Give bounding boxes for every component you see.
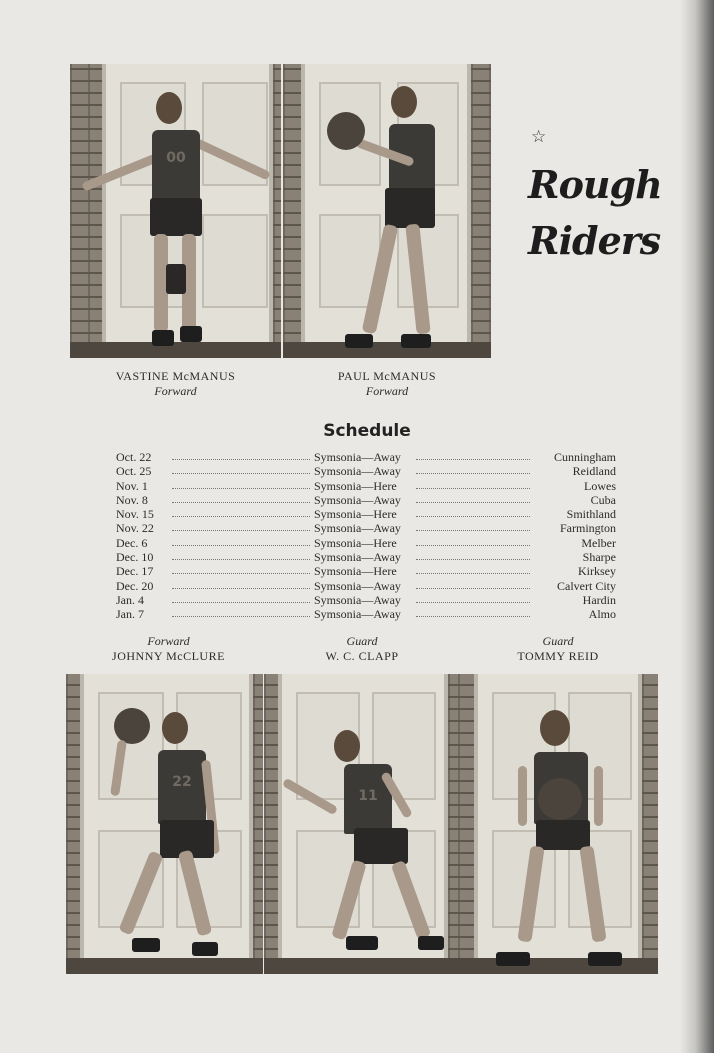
schedule-row xyxy=(116,507,616,521)
schedule-row xyxy=(116,593,616,607)
game-date: Dec. 20 xyxy=(116,578,154,593)
jersey-number: 22 xyxy=(172,774,192,790)
photo-wc-clapp xyxy=(264,674,458,974)
game-opponent: Sharpe xyxy=(580,550,616,564)
game-date: Nov. 8 xyxy=(116,492,148,507)
schedule-row xyxy=(116,550,616,564)
player-name: VASTINE McMANUS xyxy=(115,369,236,383)
game-location: Symsonia—Here xyxy=(314,478,397,493)
game-date: Nov. 22 xyxy=(116,521,154,536)
game-location: Symsonia—Here xyxy=(314,535,397,550)
star-icon: ☆ xyxy=(531,127,547,147)
game-opponent: Hardin xyxy=(580,593,616,607)
player-name: PAUL McMANUS xyxy=(337,369,437,383)
schedule-row xyxy=(116,479,616,493)
game-opponent: Lowes xyxy=(581,479,616,493)
game-opponent: Almo xyxy=(586,607,616,621)
player-name: W. C. CLAPP xyxy=(325,649,399,663)
game-date: Jan. 4 xyxy=(116,592,144,607)
schedule-row xyxy=(116,536,616,550)
game-location: Symsonia—Away xyxy=(314,550,401,565)
photo-vastine-mcmanus xyxy=(70,64,281,358)
schedule-row xyxy=(116,564,616,578)
player-position: Forward xyxy=(154,384,197,398)
game-opponent: Calvert City xyxy=(554,579,616,593)
game-location: Symsonia—Away xyxy=(314,450,401,464)
game-date: Oct. 25 xyxy=(116,464,152,479)
game-location: Symsonia—Away xyxy=(314,607,401,622)
player-position: Forward xyxy=(365,384,409,398)
game-opponent: Reidland xyxy=(570,464,616,478)
photo-tommy-reid xyxy=(458,674,658,974)
game-opponent: Cuba xyxy=(588,493,616,507)
game-location: Symsonia—Here xyxy=(314,507,397,522)
game-opponent: Melber xyxy=(578,536,616,550)
game-date: Oct. 22 xyxy=(116,450,152,464)
game-opponent: Kirksey xyxy=(575,564,616,578)
caption-johnny-mcclure xyxy=(70,634,267,664)
schedule-row xyxy=(116,579,616,593)
player-position: Guard xyxy=(542,634,574,648)
game-date: Jan. 7 xyxy=(116,607,144,622)
schedule-row xyxy=(116,464,616,478)
jersey-number: 11 xyxy=(358,788,378,804)
game-date: Nov. 15 xyxy=(116,507,154,522)
player-name: TOMMY REID xyxy=(517,649,599,663)
photo-johnny-mcclure xyxy=(66,674,263,974)
schedule-row xyxy=(116,450,616,464)
caption-wc-clapp xyxy=(264,634,460,664)
schedule-row xyxy=(116,521,616,535)
schedule-heading: Schedule xyxy=(323,421,411,441)
game-opponent: Smithland xyxy=(564,507,616,521)
game-opponent: Cunningham xyxy=(551,450,616,464)
caption-tommy-reid xyxy=(458,634,658,664)
game-location: Symsonia—Away xyxy=(314,521,401,536)
game-location: Symsonia—Away xyxy=(314,492,401,507)
game-date: Dec. 10 xyxy=(116,550,154,565)
schedule-row xyxy=(116,493,616,507)
game-location: Symsonia—Away xyxy=(314,592,401,607)
page-binding-shadow xyxy=(680,0,714,1053)
schedule-row xyxy=(116,607,616,621)
page-title-line2: Riders xyxy=(528,218,661,263)
photo-paul-mcmanus xyxy=(283,64,491,358)
game-location: Symsonia—Here xyxy=(314,564,397,579)
game-date: Nov. 1 xyxy=(116,478,148,493)
player-name: JOHNNY McCLURE xyxy=(112,649,225,663)
caption-paul-mcmanus xyxy=(283,369,491,399)
game-opponent: Farmington xyxy=(557,521,616,535)
game-location: Symsonia—Away xyxy=(314,464,401,479)
game-date: Dec. 6 xyxy=(116,535,148,550)
game-location: Symsonia—Away xyxy=(314,578,401,593)
game-date: Dec. 17 xyxy=(116,564,154,579)
schedule-list xyxy=(116,450,616,622)
caption-vastine-mcmanus xyxy=(70,369,281,399)
player-position: Forward xyxy=(147,634,190,648)
jersey-number: 00 xyxy=(166,150,186,166)
player-position: Guard xyxy=(346,634,378,648)
page-title-line1: Rough xyxy=(528,162,662,207)
